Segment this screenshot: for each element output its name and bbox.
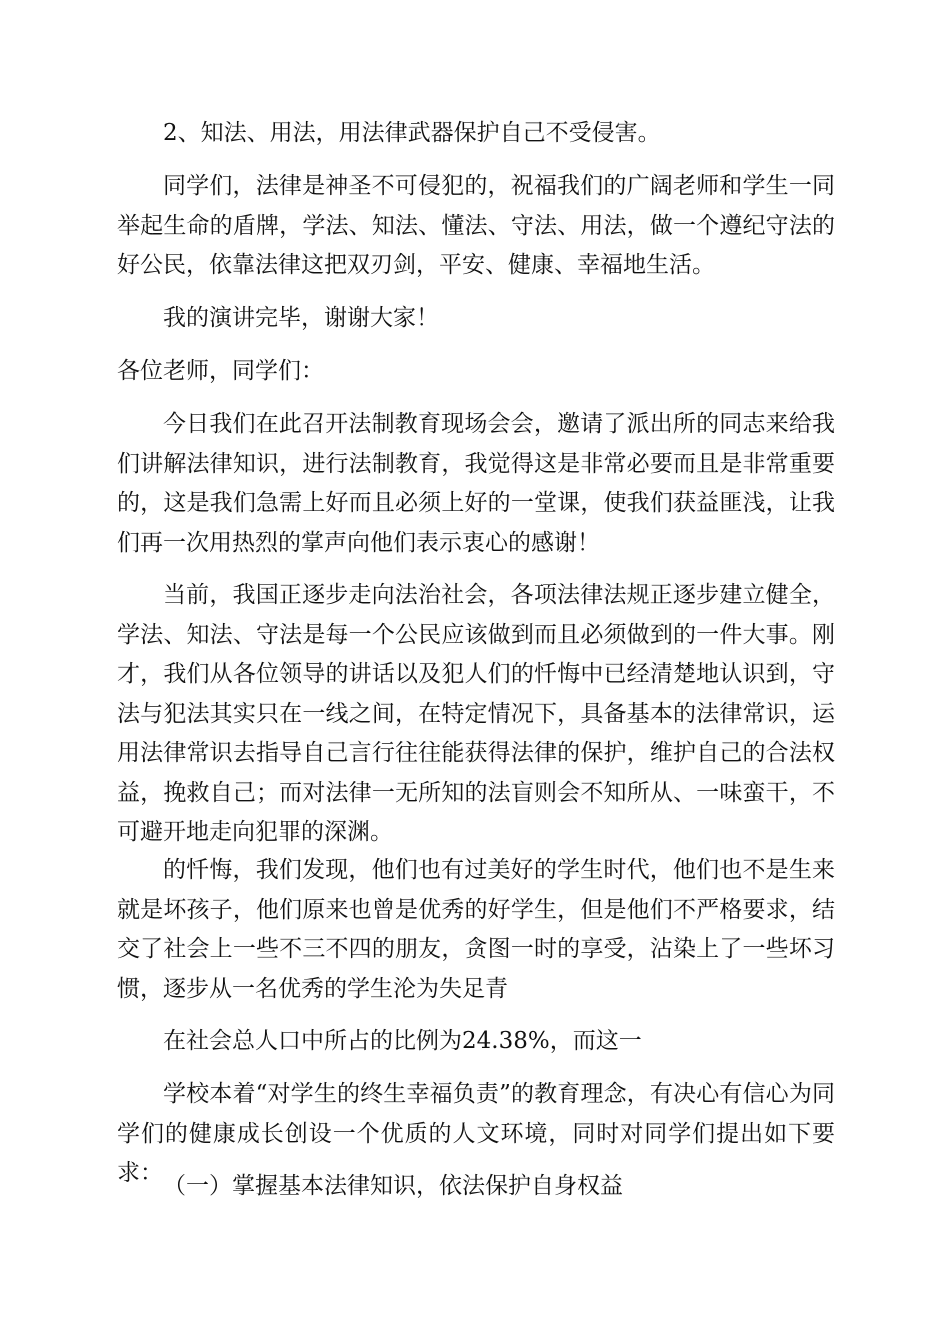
paragraph-salutation: 各位老师，同学们： (117, 358, 324, 384)
paragraph-meeting-intro: 今日我们在此召开法制教育现场会会，邀请了派出所的同志来给我们讲解法律知识，进行法制教育，我觉得这是非常必要而且是非常重要的，这是我们急需上好而且必须上好的一堂课，使我们获益匪浅，让我们再一次用热烈的掌声向他们表示衷心的感谢！ (117, 411, 835, 556)
paragraph-legal-society: 当前，我国正逐步走向法治社会，各项法律法规正逐步建立健全，学法、知法、守法是每一个公民应该做到而且必须做到的一件大事。刚才，我们从各位领导的讲话以及犯人们的忏悔中已经清楚地认识到，守法与犯法其实只在一线之间，在特定情况下，具备基本的法律常识，运用法律常识去指导自己言行往往能获得法律的保护，维护自己的合法权益，挽救自己；而对法律一无所知的法盲则会不知所从、一味蛮干，不可避开地走向犯罪的深渊。 (117, 582, 835, 845)
paragraph-repentance: 的忏悔，我们发现，他们也有过美好的学生时代，他们也不是生来就是坏孩子，他们原来也曾是优秀的好学生，但是他们不严格要求，结交了社会上一些不三不四的朋友，贪图一时的享受，沾染上了一些坏习惯，逐步从一名优秀的学生沦为失足青 (117, 857, 835, 1002)
paragraph-item-2: 2、知法、用法，用法律武器保护自己不受侵害。 (163, 120, 661, 146)
paragraph-closing-wish: 同学们，法律是神圣不可侵犯的，祝福我们的广阔老师和学生一同举起生命的盾牌，学法、知法、懂法、守法、用法，做一个遵纪守法的好公民，依靠法律这把双刃剑，平安、健康、幸福地生活。 (117, 173, 835, 278)
paragraph-statistic: 在社会总人口中所占的比例为24.38%，而这一 (163, 1028, 642, 1054)
paragraph-speech-end: 我的演讲完毕，谢谢大家！ (163, 305, 439, 331)
paragraph-school-requirements: 学校本着“对学生的终生幸福负责”的教育理念，有决心有信心为同学们的健康成长创设一个优质的人文环境，同时对同学们提出如下要求： (117, 1081, 835, 1186)
paragraph-requirement-1: （一）掌握基本法律知识，依法保护自身权益 (163, 1173, 623, 1199)
